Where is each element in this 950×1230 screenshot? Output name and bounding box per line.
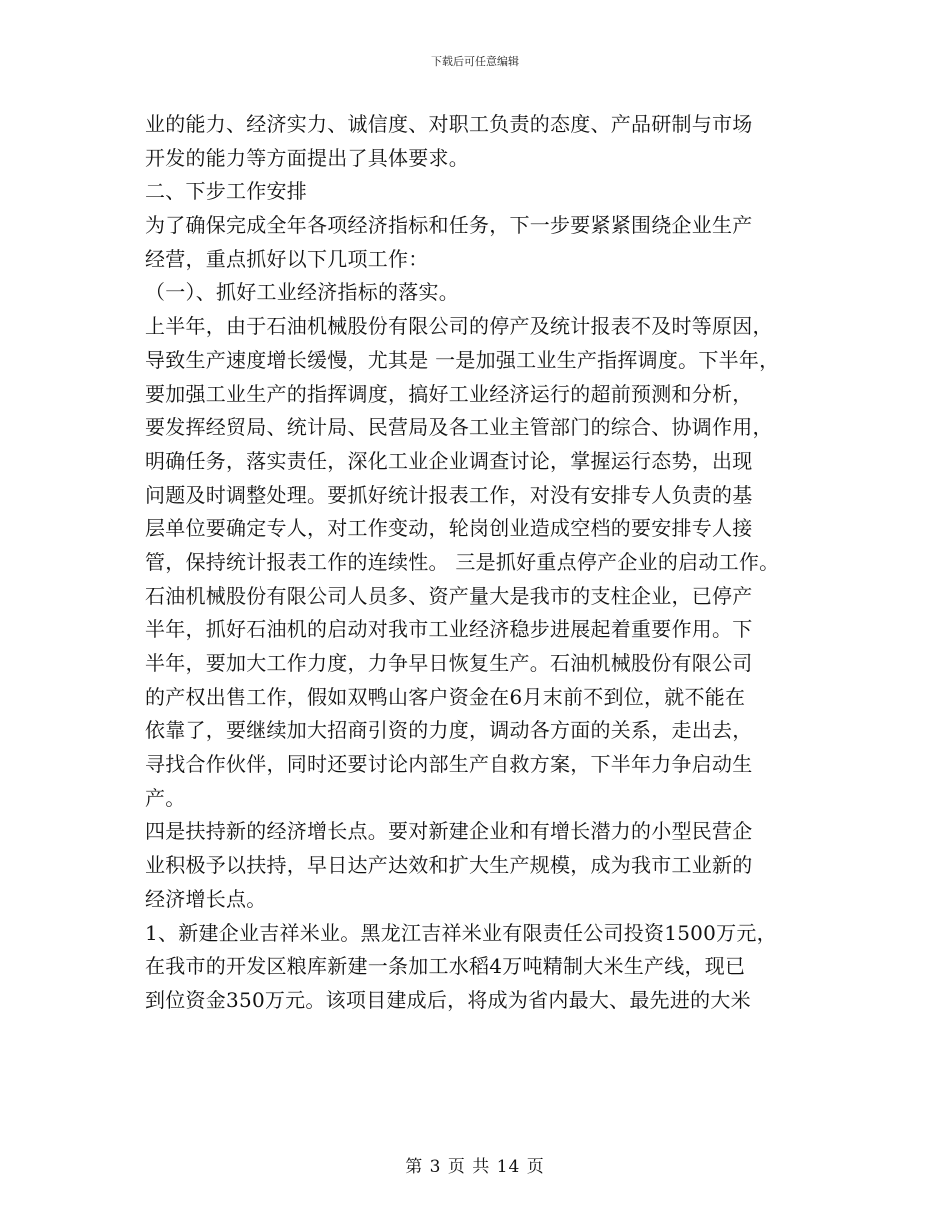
body-line: 导致生产速度增长缓慢，尤其是 一是加强工业生产指挥调度。下半年， — [145, 347, 780, 372]
body-line: 依靠了，要继续加大招商引资的力度，调动各方面的关系，走出去， — [145, 718, 753, 743]
subsection-heading: （一）、抓好工业经济指标的落实。 — [145, 280, 459, 305]
body-line: 层单位要确定专人，对工作变动，轮岗创业造成空档的要安排专人接 — [145, 516, 753, 541]
body-line: 要发挥经贸局、统计局、民营局及各工业主管部门的综合、协调作用， — [145, 415, 773, 440]
body-line: 业的能力、经济实力、诚信度、对职工负责的态度、产品研制与市场 — [145, 112, 753, 136]
page-header: 下载后可任意编辑 — [431, 55, 519, 68]
page-number-footer: 第 3 页 共 14 页 — [405, 1157, 545, 1177]
body-line: 1、新建企业吉祥米业。黑龙江吉祥米业有限责任公司投资1500万元， — [145, 920, 777, 945]
body-line: 为了确保完成全年各项经济指标和任务，下一步要紧紧围绕企业生产 — [145, 213, 753, 238]
body-line: 在我市的开发区粮库新建一条加工水稻4万吨精制大米生产线，现已 — [145, 954, 746, 979]
body-line: 要加强工业生产的指挥调度，搞好工业经济运行的超前预测和分析， — [145, 381, 753, 406]
document-body — [145, 108, 815, 1018]
body-line: 经营，重点抓好以下几项工作： — [145, 246, 429, 271]
body-line: 管，保持统计报表工作的连续性。 三是抓好重点停产企业的启动工作。 — [145, 549, 780, 574]
body-line: 半年，要加大工作力度，力争早日恢复生产。石油机械股份有限公司 — [145, 651, 753, 675]
section-heading: 二、下步工作安排 — [145, 179, 307, 204]
body-line: 产。 — [145, 785, 186, 810]
body-line: 半年，抓好石油机的启动对我市工业经济稳步进展起着重要作用。下 — [145, 617, 753, 642]
body-line: 经济增长点。 — [145, 886, 267, 911]
body-line: 上半年，由于石油机械股份有限公司的停产及统计报表不及时等原因， — [145, 314, 773, 339]
body-line: 寻找合作伙伴，同时还要讨论内部生产自救方案，下半年力争启动生 — [145, 752, 753, 777]
body-line: 开发的能力等方面提出了具体要求。 — [145, 145, 469, 170]
body-line: 到位资金350万元。该项目建成后，将成为省内最大、最先进的大米 — [145, 987, 751, 1012]
body-line: 四是扶持新的经济增长点。要对新建企业和有增长潜力的小型民营企 — [145, 819, 753, 844]
body-line: 业积极予以扶持，早日达产达效和扩大生产规模，成为我市工业新的 — [145, 853, 753, 878]
body-line: 的产权出售工作，假如双鸭山客户资金在6月末前不到位，就不能在 — [145, 684, 746, 709]
body-line: 石油机械股份有限公司人员多、资产量大是我市的支柱企业，已停产 — [145, 583, 753, 608]
body-line: 问题及时调整处理。要抓好统计报表工作，对没有安排专人负责的基 — [145, 482, 753, 507]
body-line: 明确任务，落实责任，深化工业企业调查讨论，掌握运行态势，出现 — [145, 448, 753, 473]
